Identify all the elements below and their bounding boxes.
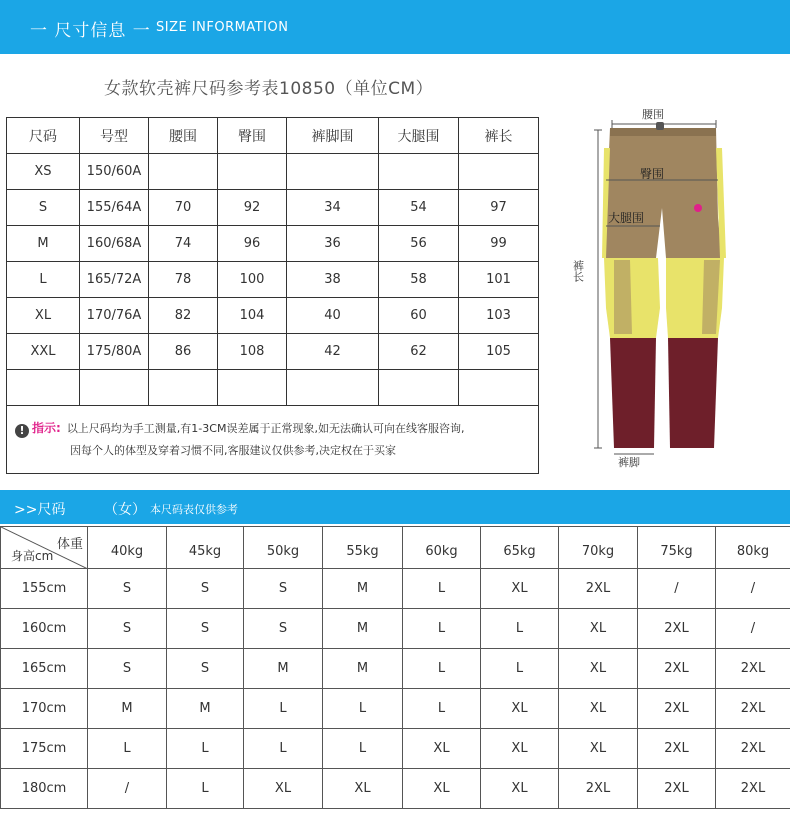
size-recommendation-cell: 2XL: [638, 609, 716, 649]
size-table-header: [7, 118, 539, 154]
weight-col-header: 65kg: [481, 527, 559, 569]
size-cell: 104: [218, 298, 287, 334]
weight-col-header: 50kg: [244, 527, 323, 569]
size-recommendation-cell: XL: [323, 769, 403, 809]
height-row: [1, 729, 790, 769]
size-recommendation-cell: XL: [481, 569, 559, 609]
info-icon: !: [15, 424, 29, 438]
size-col-header: 腰围: [149, 118, 218, 154]
brand-logo-icon: [694, 204, 702, 212]
size-cell: S: [7, 190, 80, 226]
size-cell: L: [7, 262, 80, 298]
weight-col-header: 75kg: [638, 527, 716, 569]
size-recommendation-cell: 2XL: [638, 689, 716, 729]
size-recommendation-cell: /: [638, 569, 716, 609]
size-cell: 99: [459, 226, 539, 262]
size-cell: [379, 370, 459, 406]
height-weight-table: [0, 526, 790, 809]
weight-col-header: 40kg: [88, 527, 167, 569]
section-note: 本尺码表仅供参考: [150, 503, 238, 516]
size-recommendation-cell: S: [88, 649, 167, 689]
size-cell: [459, 370, 539, 406]
size-recommendation-cell: L: [323, 729, 403, 769]
size-cell: [379, 154, 459, 190]
pants-diagram: [570, 108, 780, 468]
section-gender: （女）: [104, 502, 146, 518]
height-row: [1, 569, 790, 609]
size-recommendation-cell: XL: [481, 729, 559, 769]
size-cell: 36: [287, 226, 379, 262]
thigh-label: 大腿围: [608, 211, 645, 225]
size-recommendation-cell: L: [403, 609, 481, 649]
size-cell: 58: [379, 262, 459, 298]
hip-label: 臀围: [640, 167, 665, 181]
height-row: [1, 689, 790, 729]
size-recommendation-cell: /: [88, 769, 167, 809]
length-label: 裤长: [571, 260, 585, 282]
size-cell: XL: [7, 298, 80, 334]
size-cell: [218, 154, 287, 190]
size-recommendation-cell: M: [167, 689, 244, 729]
size-cell: 56: [379, 226, 459, 262]
size-recommendation-cell: L: [167, 769, 244, 809]
height-cell: 160cm: [1, 609, 88, 649]
corner-weight-label: 体重: [56, 537, 83, 552]
size-recommendation-cell: XL: [244, 769, 323, 809]
size-cell: 101: [459, 262, 539, 298]
weight-col-header: 60kg: [403, 527, 481, 569]
size-recommendation-cell: 2XL: [716, 729, 790, 769]
size-recommendation-cell: L: [481, 649, 559, 689]
page-title: 女款软壳裤尺码参考表10850（单位CM）: [104, 79, 434, 99]
size-recommendation-cell: L: [244, 689, 323, 729]
size-recommendation-cell: 2XL: [638, 729, 716, 769]
height-row: [1, 769, 790, 809]
size-row: [7, 370, 539, 406]
size-col-header: 号型: [80, 118, 149, 154]
size-recommendation-cell: 2XL: [559, 769, 638, 809]
size-cell: 108: [218, 334, 287, 370]
size-recommendation-cell: L: [167, 729, 244, 769]
note-line-2: 因每个人的体型及穿着习惯不同,客服建议仅供参考,决定权在于买家: [70, 444, 396, 457]
size-cell: 155/64A: [80, 190, 149, 226]
size-recommendation-cell: XL: [403, 769, 481, 809]
size-info-banner: [0, 0, 790, 54]
size-recommendation-cell: XL: [403, 729, 481, 769]
size-cell: [149, 154, 218, 190]
note-label: 指示:: [32, 421, 61, 435]
size-recommendation-cell: /: [716, 569, 790, 609]
pants-illustration: [570, 108, 780, 468]
pants-lower-right: [668, 338, 718, 448]
height-cell: 180cm: [1, 769, 88, 809]
hem-label: 裤脚: [618, 456, 640, 468]
size-recommendation-cell: L: [403, 569, 481, 609]
size-recommendation-cell: M: [323, 609, 403, 649]
size-recommendation-cell: 2XL: [716, 769, 790, 809]
size-recommendation-cell: L: [88, 729, 167, 769]
size-recommendation-cell: 2XL: [638, 769, 716, 809]
height-cell: 175cm: [1, 729, 88, 769]
height-cell: 170cm: [1, 689, 88, 729]
size-recommendation-cell: XL: [559, 649, 638, 689]
size-cell: [287, 370, 379, 406]
banner-title-zh: 一 尺寸信息 一: [30, 21, 151, 41]
size-cell: 103: [459, 298, 539, 334]
size-row: [7, 190, 539, 226]
size-recommendation-cell: M: [88, 689, 167, 729]
weight-header-row: [1, 527, 790, 569]
size-cell: 34: [287, 190, 379, 226]
size-cell: [80, 370, 149, 406]
size-cell: 40: [287, 298, 379, 334]
size-row: [7, 262, 539, 298]
size-recommendation-cell: /: [716, 609, 790, 649]
size-cell: 82: [149, 298, 218, 334]
table-corner: [1, 527, 88, 569]
weight-col-header: 80kg: [716, 527, 790, 569]
pants-upper: [604, 128, 722, 258]
size-recommendation-cell: M: [323, 569, 403, 609]
size-cell: 78: [149, 262, 218, 298]
size-cell: 86: [149, 334, 218, 370]
pants-lower-left: [610, 338, 656, 448]
height-row: [1, 649, 790, 689]
size-cell: 100: [218, 262, 287, 298]
size-guide-banner: [0, 490, 790, 524]
size-recommendation-cell: 2XL: [716, 649, 790, 689]
size-row: [7, 334, 539, 370]
size-recommendation-cell: 2XL: [559, 569, 638, 609]
size-cell: 60: [379, 298, 459, 334]
size-note: [7, 406, 539, 474]
size-cell: 165/72A: [80, 262, 149, 298]
size-cell: 175/80A: [80, 334, 149, 370]
size-recommendation-cell: L: [403, 649, 481, 689]
size-recommendation-cell: S: [167, 649, 244, 689]
size-cell: [459, 154, 539, 190]
size-cell: 96: [218, 226, 287, 262]
weight-col-header: 45kg: [167, 527, 244, 569]
corner-height-label: 身高cm: [11, 549, 54, 563]
height-cell: 165cm: [1, 649, 88, 689]
size-row: [7, 226, 539, 262]
size-col-header: 尺码: [7, 118, 80, 154]
size-cell: 38: [287, 262, 379, 298]
size-recommendation-cell: S: [167, 609, 244, 649]
size-row: [7, 298, 539, 334]
size-recommendation-cell: S: [244, 609, 323, 649]
weight-col-header: 55kg: [323, 527, 403, 569]
waist-label: 腰围: [642, 108, 664, 121]
size-recommendation-cell: XL: [481, 689, 559, 729]
size-cell: 70: [149, 190, 218, 226]
section-title: >>尺码: [14, 502, 66, 518]
size-cell: 54: [379, 190, 459, 226]
size-recommendation-cell: S: [88, 569, 167, 609]
size-col-header: 臀围: [218, 118, 287, 154]
size-cell: 74: [149, 226, 218, 262]
size-recommendation-cell: 2XL: [638, 649, 716, 689]
size-cell: [218, 370, 287, 406]
size-row: [7, 154, 539, 190]
size-col-header: 大腿围: [379, 118, 459, 154]
pants-knee-left: [604, 258, 660, 338]
size-recommendation-cell: S: [167, 569, 244, 609]
note-line-1: 以上尺码均为手工测量,有1-3CM误差属于正常现象,如无法确认可向在线客服咨询,: [66, 422, 465, 435]
size-recommendation-cell: S: [244, 569, 323, 609]
size-cell: XS: [7, 154, 80, 190]
size-cell: [7, 370, 80, 406]
size-recommendation-cell: XL: [559, 609, 638, 649]
size-cell: M: [7, 226, 80, 262]
size-cell: 150/60A: [80, 154, 149, 190]
weight-col-header: 70kg: [559, 527, 638, 569]
size-recommendation-cell: 2XL: [716, 689, 790, 729]
size-cell: 170/76A: [80, 298, 149, 334]
size-recommendation-cell: L: [244, 729, 323, 769]
banner-title-en: SIZE INFORMATION: [156, 20, 289, 35]
size-recommendation-cell: S: [88, 609, 167, 649]
size-cell: 97: [459, 190, 539, 226]
size-cell: 42: [287, 334, 379, 370]
size-cell: [149, 370, 218, 406]
size-recommendation-cell: L: [323, 689, 403, 729]
size-recommendation-cell: L: [481, 609, 559, 649]
size-recommendation-cell: XL: [481, 769, 559, 809]
size-cell: 92: [218, 190, 287, 226]
size-cell: 160/68A: [80, 226, 149, 262]
size-recommendation-cell: XL: [559, 689, 638, 729]
size-chart-table: [6, 117, 539, 474]
size-recommendation-cell: L: [403, 689, 481, 729]
height-cell: 155cm: [1, 569, 88, 609]
size-recommendation-cell: XL: [559, 729, 638, 769]
size-col-header: 裤脚围: [287, 118, 379, 154]
size-recommendation-cell: M: [244, 649, 323, 689]
size-cell: 62: [379, 334, 459, 370]
size-cell: XXL: [7, 334, 80, 370]
size-col-header: 裤长: [459, 118, 539, 154]
height-row: [1, 609, 790, 649]
size-cell: [287, 154, 379, 190]
size-recommendation-cell: M: [323, 649, 403, 689]
size-cell: 105: [459, 334, 539, 370]
